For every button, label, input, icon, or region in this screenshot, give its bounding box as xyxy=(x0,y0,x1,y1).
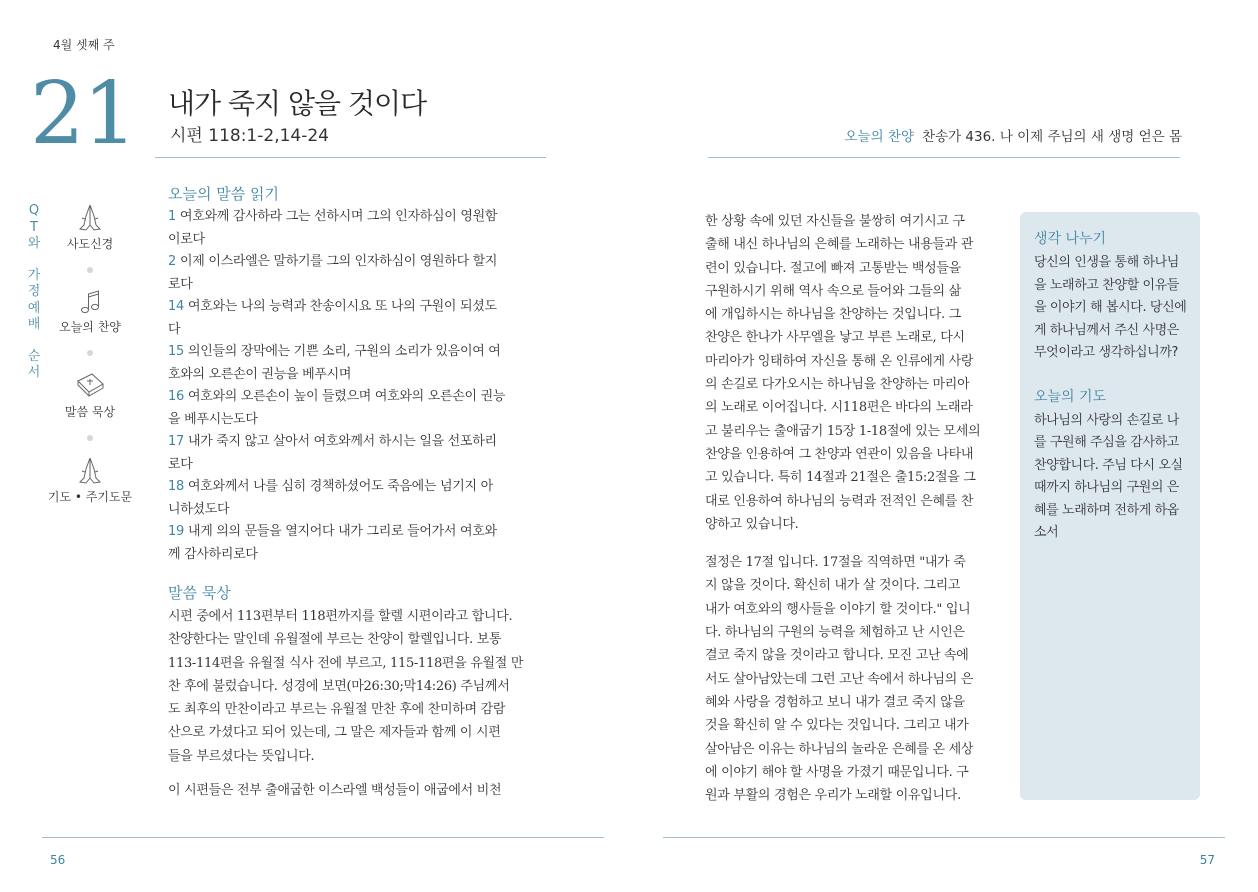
verse-text-continued: 호와의 오른손이 권능을 베푸시며 xyxy=(168,366,352,382)
verse-number: 17 xyxy=(168,434,184,449)
header-divider-right xyxy=(708,157,1180,158)
side-label-char: 예 xyxy=(27,300,41,316)
prayer-heading: 오늘의 기도 xyxy=(1034,388,1107,405)
text-line: 찬양을 인용하여 그 찬양과 연관이 있음을 나타내 xyxy=(705,446,974,462)
side-label-char: 배 xyxy=(27,317,41,332)
text-line: 양하고 있습니다. xyxy=(705,516,799,532)
body-paragraph-1 xyxy=(705,210,1003,536)
text-line: 결코 죽지 않을 것이라고 합니다. 모진 고난 속에 xyxy=(705,648,969,664)
text-line: 당신의 인생을 통해 하나님 xyxy=(1034,255,1179,270)
verse-text-continued: 께 감사하리로다 xyxy=(168,546,258,562)
text-line: 산으로 가셨다고 되어 있는데, 그 말은 제자들과 함께 이 시편 xyxy=(168,725,501,741)
text-line: 113-114편을 유월절 식사 전에 부르고, 115-118편을 유월절 만 xyxy=(168,655,524,671)
verse-text: 내게 의의 문들을 열지어다 내가 그리로 들어가서 여호와 xyxy=(187,524,497,539)
page-number-left: 56 xyxy=(50,853,66,867)
week-label: 4월 셋째 주 xyxy=(53,38,115,52)
side-label-char: 와 xyxy=(27,236,41,251)
music-note-icon xyxy=(78,288,102,316)
text-line: 련이 있습니다. 절고에 빠져 고통받는 백성들을 xyxy=(705,260,961,276)
page-number-right: 57 xyxy=(1199,853,1215,867)
verse-text: 이제 이스라엘은 말하기를 그의 인자하심이 영원하다 할지 xyxy=(179,254,498,269)
text-line: 혜와 사랑을 경험하고 보니 내가 결코 죽지 않을 xyxy=(705,694,965,710)
nav-item-creed[interactable] xyxy=(52,203,128,252)
text-line: 시편 중에서 113편부터 118편까지를 할렐 시편이라고 합니다. xyxy=(168,609,513,624)
verse-item xyxy=(168,386,548,431)
nav-label-creed: 사도신경 xyxy=(66,237,114,251)
side-label-char: Q xyxy=(28,203,40,218)
footer-divider-right xyxy=(663,837,1225,838)
nav-separator-dot xyxy=(87,267,93,273)
side-label-char: T xyxy=(30,219,38,235)
verse-item xyxy=(168,521,548,566)
sharing-text xyxy=(1034,252,1192,365)
prayer-text xyxy=(1034,410,1192,545)
side-vertical-label xyxy=(24,203,44,382)
nav-separator-dot xyxy=(87,350,93,356)
text-line: 소서 xyxy=(1034,525,1059,540)
text-line: 지 않을 것이다. 확신히 내가 살 것이다. 그리고 xyxy=(705,578,961,594)
text-line: 고 있습니다. 특히 14절과 21절은 출15:2절을 그 xyxy=(705,470,976,486)
hymn-label: 오늘의 찬양 xyxy=(844,129,914,145)
text-line: 무엇이라고 생각하십니까? xyxy=(1034,345,1178,360)
text-line: 하나님의 사랑의 손길로 나 xyxy=(1034,412,1179,428)
hymn-title: 찬송가 436. 나 이제 주님의 새 생명 얻은 몸 xyxy=(921,129,1182,145)
bible-book-icon xyxy=(74,371,106,401)
text-line: 원과 부활의 경험은 우리가 노래할 이유입니다. xyxy=(705,788,961,804)
praying-hands-icon xyxy=(76,456,104,486)
todays-hymn xyxy=(844,125,1182,145)
verse-text: 여호와는 나의 능력과 찬송이시요 또 나의 구원이 되셨도 xyxy=(187,299,497,314)
verse-text-continued: 로다 xyxy=(168,456,193,472)
verse-number: 18 xyxy=(168,479,184,494)
side-label-char xyxy=(24,334,44,349)
nav-label-hymn: 오늘의 찬양 xyxy=(59,320,121,334)
text-line: 마리아가 잉태하여 자신을 통해 온 인류에게 사랑 xyxy=(705,353,974,369)
day-number: 21 xyxy=(30,64,136,164)
footer-divider-left xyxy=(42,837,604,838)
text-line: 서도 살아남았는데 그런 고난 속에서 하나님의 은 xyxy=(705,671,974,687)
text-line: 다. 하나님의 구원의 능력을 체험하고 난 시인은 xyxy=(705,625,965,641)
verse-item xyxy=(168,296,548,341)
verse-item xyxy=(168,431,548,476)
sharing-heading: 생각 나누기 xyxy=(1034,231,1107,247)
verse-text-continued: 다 xyxy=(168,321,181,337)
text-line: 들을 부르셨다는 뜻입니다. xyxy=(168,748,315,764)
meditation-section xyxy=(168,582,548,802)
text-line: 찬양은 한나가 사무엘을 낳고 부른 노래로, 다시 xyxy=(705,330,965,346)
meditation-paragraph xyxy=(168,605,548,768)
verse-item xyxy=(168,251,548,296)
verse-text-continued: 니하셨도다 xyxy=(168,501,230,517)
text-line: 도 최후의 만찬이라고 부르는 유월절 만찬 후에 찬미하며 감람 xyxy=(168,702,506,718)
worship-order-nav xyxy=(47,203,133,505)
side-label-char: 가 xyxy=(27,267,41,283)
text-line: 한 상황 속에 있던 자신들을 불쌍히 여기시고 구 xyxy=(705,214,965,229)
meditation-paragraph-2 xyxy=(168,779,548,802)
text-line: 을 이야기 해 봅시다. 당신에 xyxy=(1034,300,1187,315)
side-label-char: 정 xyxy=(27,284,41,299)
meditation-heading: 말씀 묵상 xyxy=(168,584,231,602)
verse-text: 여호와의 오른손이 높이 들렸으며 여호와의 오른손이 권능 xyxy=(187,389,506,404)
verse-list xyxy=(168,206,548,566)
text-line: 구원하시기 위해 역사 속으로 들어와 그들의 삶 xyxy=(705,283,961,299)
text-line: 게 하나님께서 주신 사명은 xyxy=(1034,322,1179,338)
nav-item-meditation[interactable] xyxy=(52,371,128,420)
side-label-char xyxy=(24,253,44,268)
text-line: 찬양한다는 말인데 유월절에 부르는 찬양이 할렐입니다. 보통 xyxy=(168,632,502,648)
text-line: 때까지 하나님의 구원의 은 xyxy=(1034,480,1179,495)
verse-item xyxy=(168,341,548,386)
body-paragraph-2 xyxy=(705,551,1003,807)
verse-text: 내가 죽지 않고 살아서 여호와께서 하시는 일을 선포하리 xyxy=(187,434,497,449)
reading-heading: 오늘의 말씀 읽기 xyxy=(168,185,279,203)
verse-number: 2 xyxy=(168,254,176,269)
verse-text: 여호와께서 나를 심히 경책하셨어도 죽음에는 넘기지 아 xyxy=(187,479,493,494)
header-divider-left xyxy=(155,157,546,158)
nav-item-hymn[interactable] xyxy=(52,288,128,335)
verse-item xyxy=(168,206,548,251)
verse-text-continued: 을 베푸시는도다 xyxy=(168,411,258,427)
side-label-char: 서 xyxy=(27,365,41,380)
text-line: 에 이야기 해야 할 사명을 가졌기 때문입니다. 구 xyxy=(705,764,969,780)
text-line: 절정은 17절 입니다. 17절을 직역하면 "내가 죽 xyxy=(705,555,966,571)
text-line: 대로 인용하여 하나님의 능력과 전적인 은혜를 찬 xyxy=(705,493,974,509)
text-line: 찬양합니다. 주님 다시 오실 xyxy=(1034,457,1183,473)
verse-number: 15 xyxy=(168,344,184,359)
nav-item-prayer[interactable] xyxy=(47,456,133,505)
page-title: 내가 죽지 않을 것이다 xyxy=(168,87,427,120)
side-label-char: 순 xyxy=(27,348,41,364)
text-line: 이 시편들은 전부 출애굽한 이스라엘 백성들이 애굽에서 비천 xyxy=(168,783,502,799)
text-line: 것을 확신히 알 수 있다는 것입니다. 그리고 내가 xyxy=(705,718,969,734)
praying-hands-icon xyxy=(76,203,104,233)
scripture-reading-section xyxy=(168,183,548,566)
verse-number: 1 xyxy=(168,209,176,224)
verse-item xyxy=(168,476,548,521)
verse-number: 19 xyxy=(168,524,184,539)
verse-text: 여호와께 감사하라 그는 선하시며 그의 인자하심이 영원함 xyxy=(179,209,498,224)
text-line: 고 불리우는 출애굽기 15장 1-18절에 있는 모세의 xyxy=(705,423,981,439)
text-line: 출해 내신 하나님의 은혜를 노래하는 내용들과 관 xyxy=(705,237,974,253)
verse-number: 16 xyxy=(168,389,184,404)
verse-text-continued: 로다 xyxy=(168,276,193,292)
sidebar-box xyxy=(1020,212,1200,800)
body-text-column xyxy=(705,210,1003,807)
text-line: 에 개입하시는 하나님을 찬양하는 것입니다. 그 xyxy=(705,307,961,323)
text-line: 살아남은 이유는 하나님의 놀라운 은혜를 온 세상 xyxy=(705,741,974,757)
text-line: 찬 후에 불렀습니다. 성경에 보면(마26:30;막14:26) 주님께서 xyxy=(168,678,510,694)
text-line: 의 손길로 다가오시는 하나님을 찬양하는 마리아 xyxy=(705,377,970,393)
nav-separator-dot xyxy=(87,435,93,441)
verse-text-continued: 이로다 xyxy=(168,231,205,247)
nav-label-meditation: 말씀 묵상 xyxy=(64,405,116,419)
verse-number: 14 xyxy=(168,299,184,314)
verse-text: 의인들의 장막에는 기쁜 소리, 구원의 소리가 있음이여 여 xyxy=(187,344,501,359)
text-line: 을 노래하고 찬양할 이유들 xyxy=(1034,277,1179,293)
text-line: 를 구원해 주심을 감사하고 xyxy=(1034,435,1179,450)
text-line: 의 노래로 이어집니다. 시118편은 바다의 노래라 xyxy=(705,400,973,416)
text-line: 혜를 노래하며 전하게 하옵 xyxy=(1034,502,1179,518)
text-line: 내가 여호와의 행사들을 이야기 할 것이다." 입니 xyxy=(705,601,971,617)
scripture-reference: 시편 118:1-2,14-24 xyxy=(170,126,329,146)
nav-label-prayer: 기도 • 주기도문 xyxy=(47,490,133,504)
